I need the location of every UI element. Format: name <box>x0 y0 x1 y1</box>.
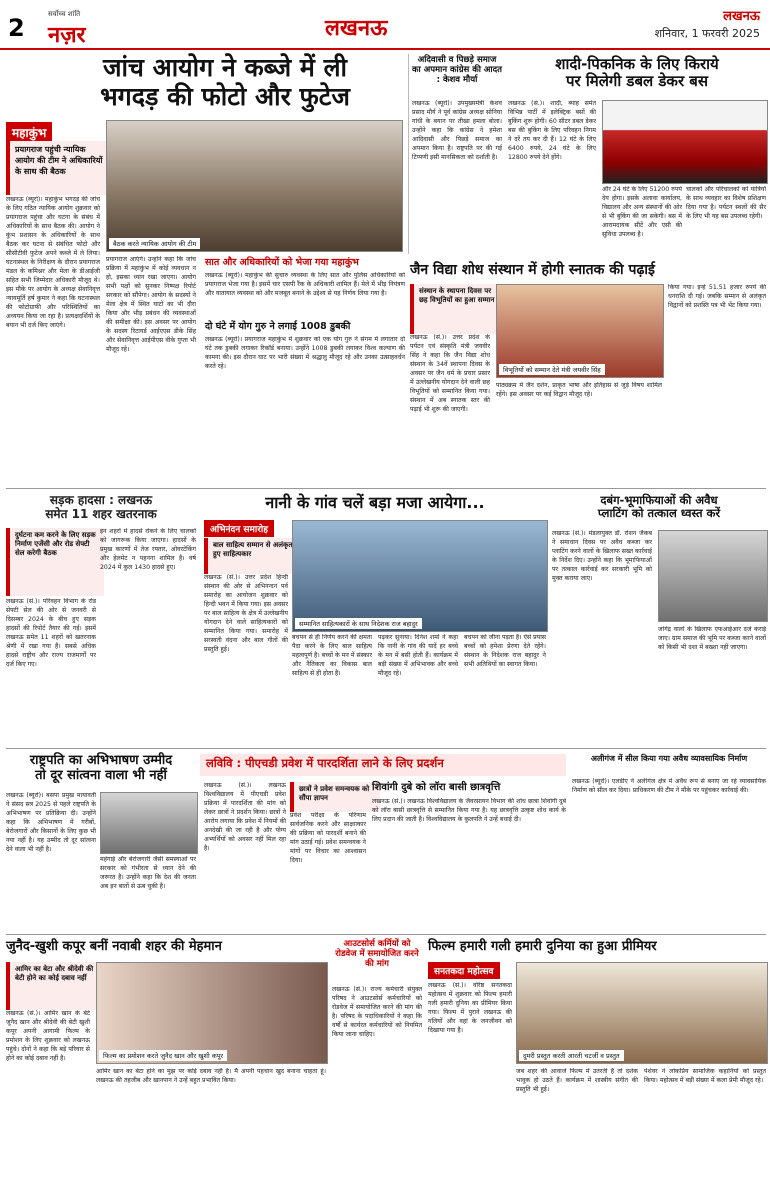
accident-headline-line1: सड़क हादसा : लखनऊ <box>49 493 153 507</box>
lead-headline-line2: भगदड़ की फोटो और फुटेज <box>100 81 350 111</box>
junaid-photo-caption: फिल्म का प्रमोशन करते जुनैद खान और खुशी कपूर <box>99 1050 227 1061</box>
junaid-headline: जुनैद-खुशी कपूर बनीं नवाबी शहर की मेहमान <box>6 939 222 954</box>
nani-photo-caption: सम्मानित साहित्यकारों के साथ निदेशक राज बहादुर <box>295 618 422 629</box>
accident-headline <box>6 494 196 522</box>
lead-photo-caption: बैठक करते न्यायिक आयोग की टीम <box>109 238 200 249</box>
accident-headline-line2: समेत 11 शहर खतरनाक <box>45 506 157 521</box>
president-headline-line1: राष्ट्रपति का अभिभाषण उम्मीद <box>29 753 173 768</box>
jain-body: लखनऊ (सं.)। उत्तर प्रदेश के पर्यटन एवं संस्कृति मंत्री जयवीर सिंह ने कहा कि जैन विद्या शोध संस्थान के 34वें स्थापना दिवस के अवसर पर जैन धर्म के प्रचार प्रसार में उल्लेखनीय योगदान देने वाली छह विभूतियों को सम्मानित किया गया। संस्थान में अब स्नातक स्तर की पढ़ाई भी शुरू की जाएगी। <box>410 334 490 413</box>
bus-body: लखनऊ (सं.)। शादी, ब्याह समेत विभिन्न पार्टी में इलेक्ट्रिक बसों की बुकिंग शुरू होगी। 60 सीटर डबल डेकर बस की बुकिंग के लिए परिवहन निगम ने दरें तय कर दी हैं। 12 घंटे के लिए 6400 रुपये, 24 घंटे के लिए 12800 रुपये देने होंगे। <box>508 100 596 161</box>
bus-body-col2: और 24 घंटे के लिए 51200 रुपये देय होगा। इसके अलावा कार्यालय, विद्यालय और अन्य संस्थानों की ओर से भी बुकिंग की जा सकेगी। बस में आरामदायक सीटें और एसी की सुविधा उपलब्ध है। <box>602 186 682 238</box>
president-body: लखनऊ (ब्यूरो)। बसपा प्रमुख मायावती ने संसद सत्र 2025 से पहले राष्ट्रपति के अभिभाषण पर प्रतिक्रिया दी। उन्होंने कहा कि अभिभाषण में गरीबों, बेरोजगारों और किसानों के लिए कुछ भी नया नहीं है। यह उम्मीद तो दूर सांत्वना देने वाला भी नहीं है। <box>6 792 96 853</box>
page-number: 2 <box>8 14 25 42</box>
bus-headline-line2: पर मिलेगी डबल डेकर बस <box>565 72 709 91</box>
jain-body-col3: किया गया। इन्हें 51.51 हजार रुपये की धनराशि दी गई। जबकि सम्मान से अलंकृत विद्वानों को प्रशस्ति पत्र भी भेंट किया गया। <box>668 284 766 309</box>
nani-photo <box>292 520 548 632</box>
president-body-col2: महंगाई और बेरोजगारी जैसी समस्याओं पर सरकार को गंभीरता से ध्यान देने की जरूरत है। उन्होंने कहा कि देश की जनता अब इन बातों से ऊब चुकी है। <box>100 856 196 890</box>
issue-date: शनिवार, 1 फरवरी 2025 <box>654 27 760 40</box>
lead-subhead: प्रयागराज पहुंची न्यायिक आयोग की टीम ने अधिकारियों के साथ की बैठक <box>6 141 110 195</box>
accident-body-col2: इन शहरों में हादसे रोकने के लिए चालकों को जागरूक किया जाएगा। हादसों के प्रमुख कारणों में तेज रफ्तार, ओवरटेकिंग और हेलमेट न पहनना शामिल है। वर्ष 2024 में कुल 1430 हादसे हुए। <box>100 528 196 571</box>
junaid-body-col2: आमिर खान का बेटा होने का मुझ पर कोई दबाव नहीं है। मैं अपनी पहचान खुद बनाना चाहता हूं। लखनऊ की तहजीब और खानपान ने उन्हें बहुत प्रभावित किया। <box>96 1068 326 1084</box>
junaid-body: लखनऊ (सं.)। आमिर खान के बेटे जुनैद खान और श्रीदेवी की बेटी खुशी कपूर अपनी आगामी फिल्म के प्रमोशन के लिए शुक्रवार को लखनऊ पहुंचे। दोनों ने कहा कि बड़े परिवार से होने का कोई दबाव नहीं है। <box>6 1010 90 1062</box>
dips-headline: दो घंटे में योग गुरु ने लगाई 1008 डुबकी <box>205 321 351 332</box>
encroach-headline-line2: प्लाटिंग को तत्काल ध्वस्त करें <box>597 506 721 521</box>
officers-headline: सात और अधिकारियों को भेजा गया महाकुंभ <box>205 257 359 268</box>
lead-photo <box>106 120 403 252</box>
archive-headline: अलीगंज में सील किया गया अवैध व्यावसायिक निर्माण <box>590 754 748 763</box>
junaid-tag: आमिर का बेटा और श्रीदेवी की बेटी होने का कोई दबाव नहीं <box>6 962 104 1010</box>
masthead <box>0 0 770 50</box>
archive-body: लखनऊ (ब्यूरो)। एलडीए ने अलीगंज क्षेत्र में अवैध रूप से बनाए जा रहे व्यावसायिक निर्माण को सील कर दिया। प्राधिकरण की टीम ने मौके पर पहुंचकर कार्रवाई की। <box>572 778 766 794</box>
shivangi-headline: शिवांगी दुबे को लॉरा बासी छात्रवृत्ति <box>372 782 501 793</box>
section-divider <box>6 748 766 749</box>
accident-body: लखनऊ (सं.)। परिवहन विभाग के रोड सेफ्टी सेल की ओर से जनवरी से दिसम्बर 2024 के बीच हुए सड़क हादसों की रिपोर्ट तैयार की गई। इसमें लखनऊ समेत 11 शहरों को खतरनाक श्रेणी में रखा गया है। सबसे अधिक हादसे राष्ट्रीय और राज्य राजमार्गों पर दर्ज किए गए। <box>6 598 96 668</box>
jain-headline: जैन विद्या शोध संस्थान में होगी स्नातक की पढ़ाई <box>410 262 655 278</box>
film-body-col2: जब शहर की आवाजें फिल्म में उतरती हैं तो दर्शक भावुक हो उठते हैं। कार्यक्रम में शास्त्रीय संगीत की प्रस्तुति भी हुई। <box>516 1068 638 1093</box>
jain-tag: संस्थान के स्थापना दिवस पर छह विभूतियों का हुआ सम्मान <box>410 284 504 334</box>
film-photo <box>516 962 768 1064</box>
lead-headline <box>55 54 395 112</box>
encroach-body: लखनऊ (सं.)। मंडलायुक्त डॉ. रोशन जैकब ने समाधान दिवस पर अवैध कब्जा कर प्लाटिंग करने वालों के खिलाफ सख्त कार्रवाई के निर्देश दिए। उन्होंने कहा कि भूमाफियाओं पर तत्काल कार्रवाई कर सरकारी भूमि को मुक्त कराया जाए। <box>552 530 652 582</box>
lead-headline-line1: जांच आयोग ने कब्जे में ली <box>103 53 347 82</box>
congress-body: लखनऊ (ब्यूरो)। उपमुख्यमंत्री केशव प्रसाद मौर्य ने पूर्व कांग्रेस अध्यक्ष सोनिया गांधी के बयान पर तीखा हमला बोला। उन्होंने कहा कि कांग्रेस ने हमेशा आदिवासी और पिछड़े समाज का अपमान किया है। राष्ट्रपति पर की गई टिप्पणी इसी मानसिकता को दर्शाती है। <box>412 100 502 161</box>
film-photo-caption: दुमरी प्रस्तुत करती आरती चटर्जी व प्रस्तुत <box>519 1050 624 1061</box>
lu-body: लखनऊ (सं.)। लखनऊ विश्वविद्यालय में पीएचडी प्रवेश प्रक्रिया में पारदर्शिता की मांग को लेकर छात्रों ने प्रदर्शन किया। छात्रों ने आरोप लगाया कि प्रवेश में नियमों की अनदेखी की जा रही है और योग्य अभ्यर्थियों को अवसर नहीं मिल रहा है। <box>204 782 286 852</box>
encroach-headline <box>552 494 766 520</box>
president-headline <box>6 754 196 784</box>
brand-logo <box>48 10 86 49</box>
nani-body: लखनऊ (सं.)। उत्तर प्रदेश हिन्दी संस्थान की ओर से अभिनन्दन पर्व समारोह का आयोजन शुक्रवार को हिन्दी भवन में किया गया। इस अवसर पर बाल साहित्य के क्षेत्र में उल्लेखनीय योगदान देने वाले साहित्यकारों को सम्मानित किया गया। समारोह में सरस्वती वंदना और बाल गीतों की प्रस्तुति हुई। <box>204 574 288 653</box>
bus-headline-line1: शादी-पिकनिक के लिए किराये <box>555 55 719 73</box>
nani-tag2: बाल साहित्य सम्मान से अलंकृत हुए साहित्यकार <box>204 538 302 574</box>
president-headline-line2: तो दूर सांत्वना वाला भी नहीं <box>35 767 167 783</box>
nani-body-col4: बचपन को जीना पड़ता है। ऐसे प्रयास बच्चों को हमेशा प्रेरणा देते रहेंगे। संस्थान के निदेशक राज बहादुर ने सभी अतिथियों का स्वागत किया। <box>464 634 546 668</box>
jain-photo <box>496 284 664 378</box>
nani-tag: अभिनंदन समारोह <box>204 520 274 537</box>
president-photo <box>100 792 198 854</box>
dips-body: लखनऊ (ब्यूरो)। प्रयागराज महाकुंभ में शुक्रवार को एक योग गुरु ने संगम में लगातार दो घंटे तक डुबकी लगाकर रिकॉर्ड बनाया। उन्होंने 1008 डुबकी लगाकर विश्व कल्याण की कामना की। इस दौरान घाट पर भारी संख्या में श्रद्धालु मौजूद रहे और उनका उत्साहवर्धन करते रहे। <box>205 336 405 370</box>
outsource-headline: आउटसोर्स कर्मियों को रोडवेज में समायोजित करने की मांग <box>335 939 419 969</box>
section-divider <box>6 488 766 489</box>
lu-body-col2: प्रवेश परीक्षा के परिणाम सार्वजनिक करने और साक्षात्कार की प्रक्रिया को पारदर्शी बनाने की मांग उठाई गई। प्रवेश समन्वयक ने मांगों पर विचार का आश्वासन दिया। <box>290 812 366 864</box>
nani-headline: नानी के गांव चलें बड़ा मजा आयेगा... <box>265 493 485 512</box>
nani-body-col2: बचपन से ही निर्णय करने की क्षमता पैदा करने के लिए बाल साहित्य महत्वपूर्ण है। बच्चों के मन में संस्कार और नैतिकता का विकास बाल साहित्य से ही होता है। <box>292 634 372 677</box>
column-divider <box>408 54 409 254</box>
city-label: लखनऊ <box>723 9 760 24</box>
film-headline: फिल्म हमारी गली हमारी दुनिया का हुआ प्रीमियर <box>428 939 657 954</box>
jain-photo-caption: विभूतियों को सम्मान देते मंत्री जयवीर सिंह <box>499 364 605 375</box>
shivangi-body: लखनऊ (सं.)। लखनऊ विश्वविद्यालय के जैवरसायन विभाग की शोध छात्रा शिवांगी दुबे को लॉरा बासी छात्रवृत्ति से सम्मानित किया गया है। यह छात्रवृत्ति उत्कृष्ट शोध कार्य के लिए प्रदान की जाती है। विश्वविद्यालय के कुलपति ने उन्हें बधाई दी। <box>372 798 566 823</box>
junaid-photo <box>96 962 328 1064</box>
brand-name: नज़र <box>48 23 86 48</box>
jain-body-col2: पाठ्यक्रम में जैन दर्शन, प्राकृत भाषा और इतिहास से जुड़े विषय शामिल रहेंगे। इस अवसर पर कई विद्वान मौजूद रहे। <box>496 382 662 398</box>
accident-tag: दुर्घटना कम करने के लिए सड़क निर्माण एजेंसी और रोड सेफ्टी सेल करेगी बैठक <box>6 528 104 596</box>
lu-headline: लविवि : पीएचडी प्रवेश में पारदर्शिता लाने के लिए प्रदर्शन <box>206 756 444 770</box>
lead-body-col2: प्रयागराज आएंगे। उन्होंने कहा कि जांच प्रक्रिया में महाकुंभ में कोई व्यवधान न हो, इसका ध्यान रखा जाएगा। आयोग सभी पक्षों को सुनकर निष्पक्ष रिपोर्ट सरकार को सौंपेगा। आयोग के सदस्यों ने मेला क्षेत्र में स्थित घाटों का भी दौरा किया और भीड़ प्रबंधन की व्यवस्थाओं की समीक्षा की। इस अवसर पर आयोग के सदस्य रिटायर्ड आईएएस डीके सिंह और सेवानिवृत्त आईपीएस वीके गुप्ता भी मौजूद रहे। <box>106 256 196 353</box>
encroach-body-col2: जोगेंद्र वालों के खिलाफ एफआईआर दर्ज कराई जाए। ग्राम समाज की भूमि पर कब्जा करने वालों को किसी भी दशा में बख्शा नहीं जाएगा। <box>658 626 766 651</box>
lu-tag: छात्रों ने प्रवेश समन्वयक को सौंपा ज्ञापन <box>290 782 380 812</box>
film-body-col3: पेशेवर ने लोकप्रिय सामाजिक कहानियों को प्रस्तुत किया। महोत्सव में बड़ी संख्या में कला प्रेमी मौजूद रहे। <box>644 1068 766 1084</box>
encroach-photo <box>658 530 768 622</box>
section-title: लखनऊ <box>325 16 388 41</box>
lead-body: लखनऊ (ब्यूरो)। महाकुंभ भगदड़ की जांच के लिए गठित न्यायिक आयोग शुक्रवार को प्रयागराज पहुंचा और घटना के संबंध में अधिकारियों के साथ बैठक की। आयोग ने कुंभ प्रशासन के अधिकारियों के साथ बैठक कर घटना से संबंधित फोटो और सीसीटीवी फुटेज अपने कब्जे में ले लिया। घटनास्थल के निरीक्षण के दौरान प्रयागराज मंडल के कमिश्नर और मेला के डीआईजी सहित सभी जिम्मेदार अधिकारी मौजूद थे। इस मौके पर आयोग के अध्यक्ष सेवानिवृत्त न्यायमूर्ति हर्ष कुमार ने कहा कि घटनास्थल की फोटोग्राफी और परिस्थितियों का अध्ययन किया जा रहा है। प्रत्यक्षदर्शियों के बयान भी दर्ज किए जाएंगे। <box>6 196 100 329</box>
film-tag: सनतकदा महोत्सव <box>428 962 500 979</box>
bus-body-col3: चालकों और परिचालकों को यात्रियों के साथ व्यवहार का विशेष प्रशिक्षण दिया गया है। पर्यटन स्थलों की सैर के लिए भी यह बस उपलब्ध रहेगी। <box>686 186 766 220</box>
officers-body: लखनऊ (ब्यूरो)। महाकुंभ की सुचारु व्यवस्था के लिए सात और पुलिस अधिकारियों को प्रयागराज भेजा गया है। इसमें चार एसपी रैंक के अधिकारी शामिल हैं। मेले में भीड़ नियंत्रण और यातायात व्यवस्था को और मजबूत बनाने के उद्देश्य से यह निर्णय लिया गया है। <box>205 272 405 297</box>
brand-tagline: सर्वोच्च शांति <box>48 10 81 18</box>
outsource-body: लखनऊ (सं.)। राज्य कर्मचारी संयुक्त परिषद ने आउटसोर्स कर्मचारियों को रोडवेज में समायोजित करने की मांग की है। परिषद के पदाधिकारियों ने कहा कि वर्षों से कार्यरत कर्मचारियों को नियमित किया जाना चाहिए। <box>332 986 422 1038</box>
lead-kicker: महाकुंभ <box>6 122 52 143</box>
bus-photo <box>602 100 768 184</box>
bus-headline <box>508 56 766 91</box>
film-body: लखनऊ (सं.)। वरिष्ठ सनतकदा महोत्सव में शुक्रवार को फिल्म हमारी गली हमारी दुनिया का प्रीमियर किया गया। फिल्म में पुराने लखनऊ की गलियों और वहां के जनजीवन को दिखाया गया है। <box>428 982 512 1034</box>
congress-headline: अदिवासी व पिछड़े समाज का अपमान कांग्रेस की आदत : केशव मौर्या <box>412 55 502 85</box>
nani-body-col3: पढ़कर सुनाया। दिनेश शर्मा ने कहा कि नानी के गांव की यादें हर बच्चे के मन में बसी होती हैं। कार्यक्रम में बड़ी संख्या में अभिभावक और बच्चे मौजूद रहे। <box>378 634 458 677</box>
section-divider <box>6 934 766 935</box>
encroach-headline-line1: दबंग-भूमाफियाओं की अवैध <box>600 493 718 507</box>
